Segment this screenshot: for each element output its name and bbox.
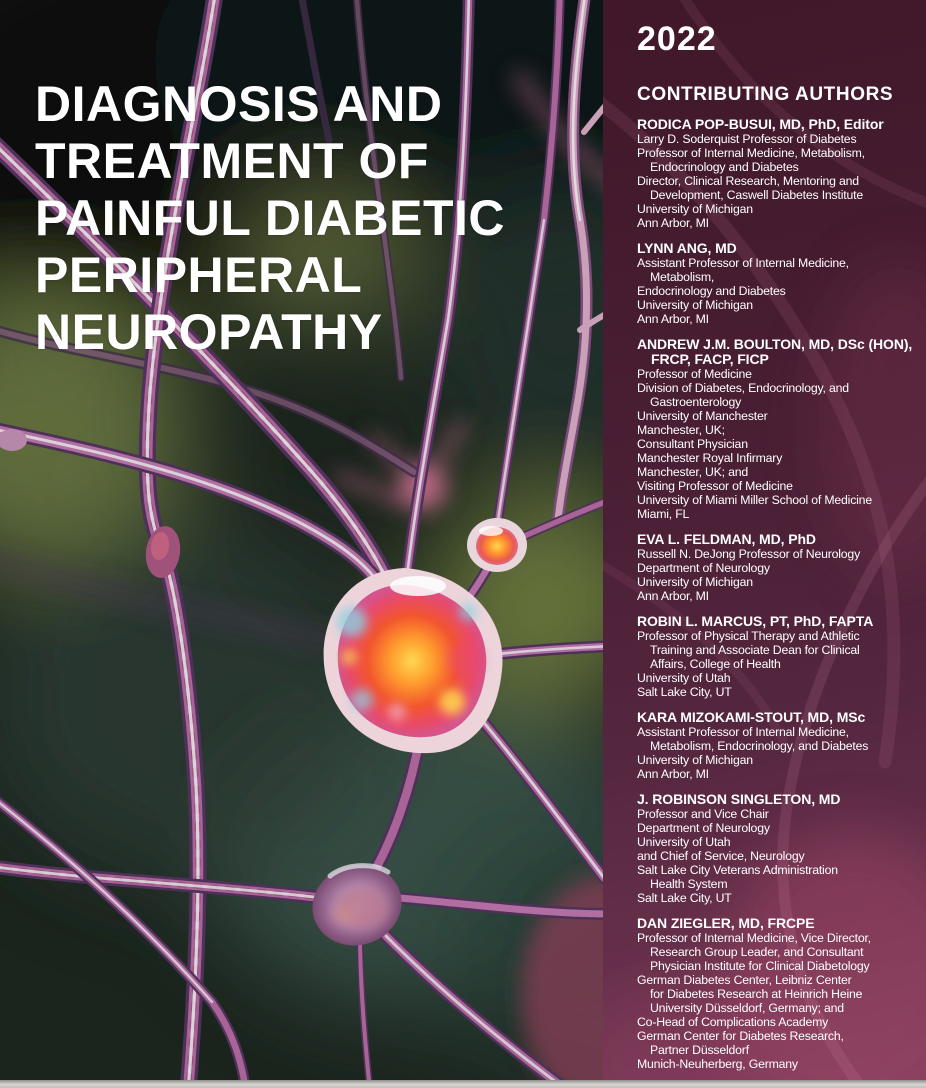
author-detail-line: Salt Lake City Veterans Administration bbox=[637, 863, 838, 877]
author-detail-line: Professor of Internal Medicine, Metabolism, bbox=[637, 146, 865, 160]
author-detail-line: Manchester, UK; and bbox=[637, 465, 749, 479]
title-line: NEUROPATHY bbox=[35, 304, 383, 360]
title-line: PERIPHERAL bbox=[35, 247, 363, 303]
page-bottom-edge bbox=[0, 1080, 926, 1088]
author-block bbox=[637, 337, 914, 521]
author-name: ANDREW J.M. BOULTON, MD, DSc (HON), FRCP, FACP, FICP bbox=[637, 336, 913, 367]
author-detail-line: Director, Clinical Research, Mentoring and bbox=[637, 174, 859, 188]
author-detail-line: Assistant Professor of Internal Medicine, bbox=[637, 725, 849, 739]
author-block bbox=[637, 241, 914, 326]
authors-list bbox=[637, 117, 914, 1071]
author-detail-line: Professor of Internal Medicine, Vice Director, bbox=[637, 931, 871, 945]
author-detail-line: Professor of Medicine bbox=[637, 367, 752, 381]
author-detail-line: University of Miami Miller School of Medicine bbox=[637, 493, 872, 507]
author-name: EVA L. FELDMAN, MD, PhD bbox=[637, 531, 816, 547]
author-detail-line: Larry D. Soderquist Professor of Diabetes bbox=[637, 132, 857, 146]
author-block bbox=[637, 792, 914, 905]
author-name: KARA MIZOKAMI-STOUT, MD, MSc bbox=[637, 709, 866, 725]
author-detail-line: Ann Arbor, MI bbox=[637, 767, 709, 781]
author-detail-line: Department of Neurology bbox=[637, 821, 770, 835]
author-detail-line: Salt Lake City, UT bbox=[637, 891, 732, 905]
author-block bbox=[637, 614, 914, 699]
author-detail-line: Physician Institute for Clinical Diabetology bbox=[650, 959, 870, 973]
author-name: ROBIN L. MARCUS, PT, PhD, FAPTA bbox=[637, 613, 874, 629]
author-name: RODICA POP-BUSUI, MD, PhD, Editor bbox=[637, 116, 884, 132]
author-detail-line: Russell N. DeJong Professor of Neurology bbox=[637, 547, 861, 561]
author-detail-line: Miami, FL bbox=[637, 507, 690, 521]
author-detail-line: Munich-Neuherberg, Germany bbox=[637, 1057, 798, 1071]
author-detail-line: Assistant Professor of Internal Medicine, bbox=[637, 256, 849, 270]
author-detail-line: Professor of Physical Therapy and Athletic bbox=[637, 629, 860, 643]
title-line: DIAGNOSIS AND bbox=[35, 76, 443, 132]
author-detail-line: Research Group Leader, and Consultant bbox=[650, 945, 864, 959]
author-detail-line: Division of Diabetes, Endocrinology, and bbox=[637, 381, 849, 395]
author-detail-line: Health System bbox=[650, 877, 728, 891]
author-detail-line: Ann Arbor, MI bbox=[637, 312, 709, 326]
author-detail-line: Training and Associate Dean for Clinical bbox=[650, 643, 860, 657]
author-detail-line: for Diabetes Research at Heinrich Heine bbox=[650, 987, 863, 1001]
author-detail-line: Endocrinology and Diabetes bbox=[650, 160, 799, 174]
author-detail-line: University of Michigan bbox=[637, 575, 753, 589]
author-detail-line: Partner Düsseldorf bbox=[650, 1043, 749, 1057]
author-detail-line: and Chief of Service, Neurology bbox=[637, 849, 805, 863]
edition-year: 2022 bbox=[637, 20, 717, 58]
author-name: LYNN ANG, MD bbox=[637, 240, 737, 256]
authors-sidebar bbox=[603, 0, 926, 1088]
author-name: J. ROBINSON SINGLETON, MD bbox=[637, 791, 841, 807]
title-line: PAINFUL DIABETIC bbox=[35, 190, 506, 246]
author-detail-line: University of Michigan bbox=[637, 202, 753, 216]
author-detail-line: University of Michigan bbox=[637, 753, 753, 767]
author-detail-line: German Diabetes Center, Leibniz Center bbox=[637, 973, 852, 987]
author-detail-line: University Düsseldorf, Germany; and bbox=[650, 1001, 844, 1015]
author-detail-line: Manchester, UK; bbox=[637, 423, 725, 437]
author-detail-line: Metabolism, Endocrinology, and Diabetes bbox=[650, 739, 869, 753]
author-detail-line: Development, Caswell Diabetes Institute bbox=[650, 188, 863, 202]
author-detail-line: University of Manchester bbox=[637, 409, 768, 423]
author-detail-line: Ann Arbor, MI bbox=[637, 589, 709, 603]
author-detail-line: Metabolism, bbox=[650, 270, 715, 284]
author-detail-line: Gastroenterology bbox=[650, 395, 742, 409]
author-detail-line: University of Utah bbox=[637, 835, 731, 849]
cover-title bbox=[35, 76, 595, 361]
author-block bbox=[637, 916, 914, 1071]
author-name: DAN ZIEGLER, MD, FRCPE bbox=[637, 915, 815, 931]
authors-heading: CONTRIBUTING AUTHORS bbox=[637, 84, 894, 105]
author-block bbox=[637, 710, 914, 781]
author-detail-line: Salt Lake City, UT bbox=[637, 685, 732, 699]
author-detail-line: Department of Neurology bbox=[637, 561, 770, 575]
title-line: TREATMENT OF bbox=[35, 133, 429, 189]
author-detail-line: Visiting Professor of Medicine bbox=[637, 479, 793, 493]
author-detail-line: Manchester Royal Infirmary bbox=[637, 451, 783, 465]
author-detail-line: German Center for Diabetes Research, bbox=[637, 1029, 844, 1043]
author-detail-line: Professor and Vice Chair bbox=[637, 807, 769, 821]
author-detail-line: University of Utah bbox=[637, 671, 731, 685]
author-block bbox=[637, 117, 914, 230]
author-detail-line: University of Michigan bbox=[637, 298, 753, 312]
author-block bbox=[637, 532, 914, 603]
author-detail-line: Endocrinology and Diabetes bbox=[637, 284, 786, 298]
author-detail-line: Consultant Physician bbox=[637, 437, 748, 451]
author-detail-line: Affairs, College of Health bbox=[650, 657, 781, 671]
author-detail-line: Ann Arbor, MI bbox=[637, 216, 709, 230]
author-detail-line: Co-Head of Complications Academy bbox=[637, 1015, 829, 1029]
